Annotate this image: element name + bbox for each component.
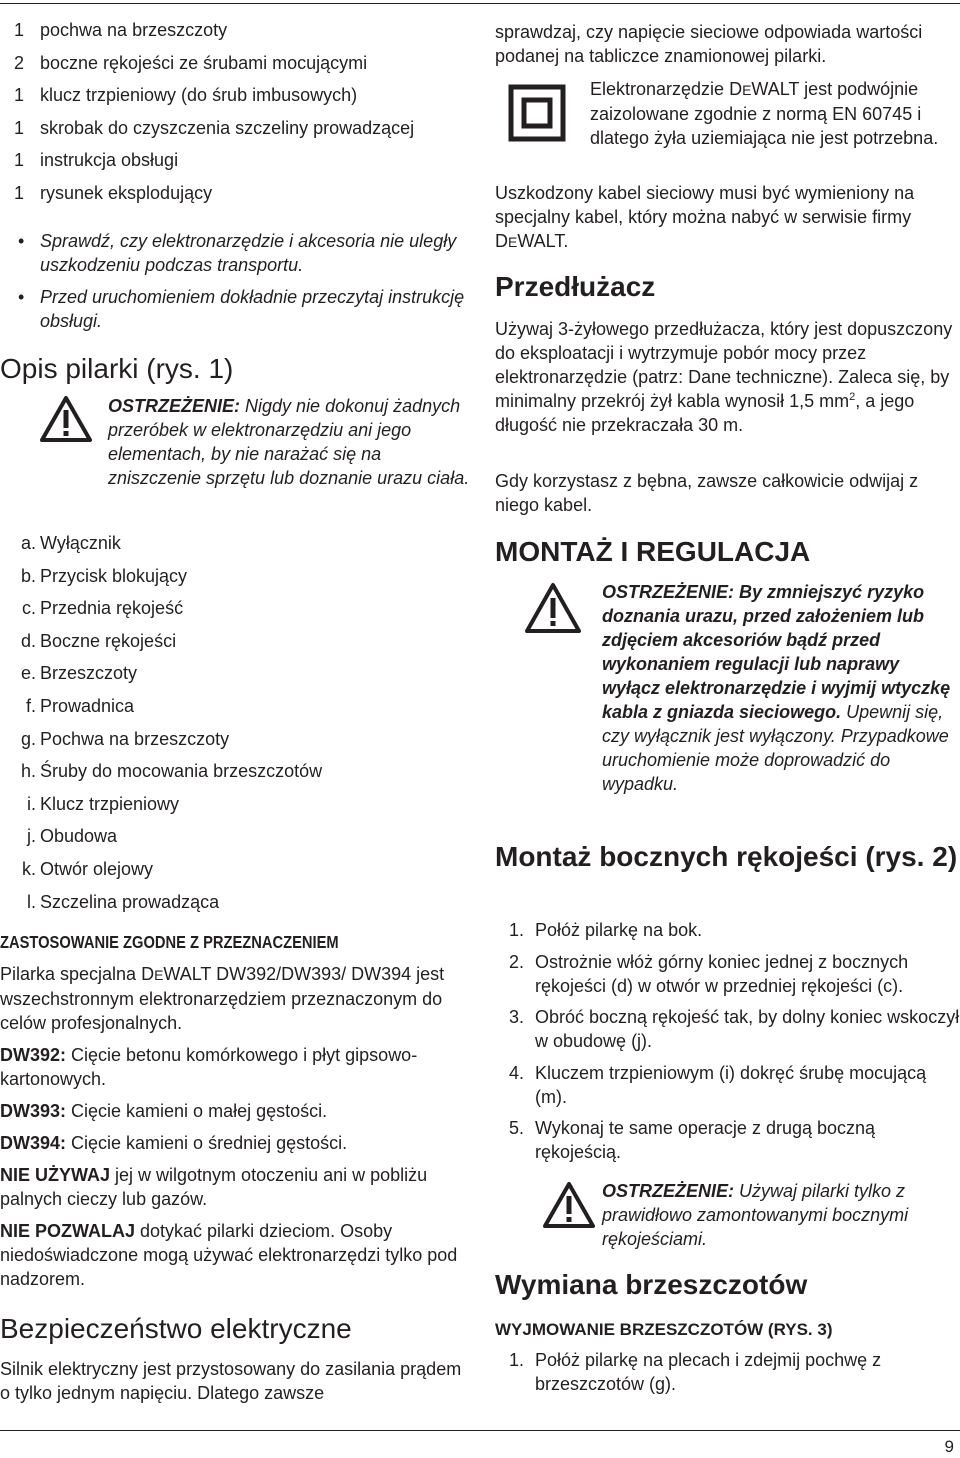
paragraph: Elektronarzędzie DEWALT jest podwójnie zaizolowane zgodnie z normą EN 60745 i dlatego żyła uziemiająca nie jest potrzebna. (590, 79, 939, 148)
paragraph: DW393: Cięcie kamieni o małej gęstości. (0, 1101, 328, 1121)
warning-triangle-icon (40, 395, 92, 443)
section-heading-montaz-rekojesci: Montaż bocznych rękojeści (rys. 2) (495, 841, 958, 872)
warning-text: OSTRZEŻENIE: By zmniejszyć ryzyko doznania urazu, przed założeniem lub zdjęciem akcesoriów bądź przed wykonaniem regulacji lub naprawy wyłącz elektronarzędzie i wyjmij wtyczkę kabla z gniazda sieciowego. Upewnij się, czy wyłącznik jest wyłączony. Przypadkowe uruchomienie może doprowadzić do wypadku. (602, 582, 951, 794)
section-heading-wymiana: Wymiana brzeszczotów (495, 1269, 808, 1300)
components-list (0, 531, 470, 922)
list-item: 1 skrobak do czyszczenia szczeliny prowadzącej (14, 117, 415, 138)
list-item: l. Szczelina prowadząca (27, 891, 220, 912)
paragraph: Pilarka specjalna DEWALT DW392/DW393/ DW394 jest wszechstronnym elektronarzędziem przeznaczonym do celów profesjonalnych. (0, 964, 445, 1033)
page-number: 9 (944, 1437, 954, 1456)
section-heading-bezpieczenstwo: Bezpieczeństwo elektryczne (0, 1313, 352, 1344)
bullet-item: • Sprawdź, czy elektronarzędzie i akcesoria nie uległy uszkodzeniu podczas transportu. (18, 231, 457, 275)
section-heading-montaz: MONTAŻ I REGULACJA (495, 536, 811, 567)
check-bullets (0, 229, 470, 341)
list-item: 2 boczne rękojeści ze śrubami mocującymi (14, 52, 368, 73)
paragraph: NIE POZWALAJ dotykać pilarki dzieciom. Osoby niedoświadczone mogą używać elektronarzędzi tylko pod nadzorem. (0, 1221, 458, 1289)
list-item: 1. Połóż pilarkę na plecach i zdejmij pochwę z brzeszczotów (g). (509, 1350, 882, 1394)
paragraph: Używaj 3-żyłowego przedłużacza, który jest dopuszczony do eksploatacji i wytrzymuje pobór mocy przez elektronarzędzie (patrz: Dane techniczne). Zaleca się, by minimalny przekrój żył kabla wynosił 1,5 $mm^2$, a jego długość nie przekraczała 30 m. (495, 319, 953, 435)
list-item: e. Brzeszczoty (20, 663, 138, 684)
list-item: f. Prowadnica (25, 695, 135, 716)
removal-steps (495, 1348, 960, 1404)
intended-use-text (0, 962, 470, 1299)
double-insulation-icon (508, 84, 566, 142)
paragraph: DW392: Cięcie betonu komórkowego i płyt gipsowo-kartonowych. (0, 1045, 418, 1089)
list-item: j. Obudowa (27, 826, 118, 847)
section-heading-przedluzacz: Przedłużacz (495, 271, 656, 302)
list-item: 1 instrukcja obsługi (14, 150, 179, 170)
list-item: 3. Obróć boczną rękojeść tak, by dolny koniec wskoczył w obudowę (j). (509, 1007, 960, 1051)
list-item: 2. Ostrożnie włóż górny koniec jednej z bocznych rękojeści (d) w otwór w przedniej rękojeści (c). (509, 951, 909, 996)
list-item: 4. Kluczem trzpieniowym (i) dokręć śrubę mocującą (m). (509, 1062, 927, 1107)
paragraph: Uszkodzony kabel sieciowy musi być wymieniony na specjalny kabel, który można nabyć w serwisie firmy DEWALT. (495, 183, 915, 251)
list-item: k. Otwór olejowy (21, 858, 154, 879)
warning-text: OSTRZEŻENIE: Używaj pilarki tylko z prawidłowo zamontowanymi bocznymi rękojeściami. (602, 1181, 909, 1249)
package-contents-list (0, 18, 470, 213)
paragraph: DW394: Cięcie kamieni o średniej gęstości. (0, 1133, 348, 1153)
paragraph: sprawdzaj, czy napięcie sieciowe odpowiada wartości podanej na tabliczce znamionowej pilarki. (495, 22, 923, 66)
paragraph: NIE UŻYWAJ jej w wilgotnym otoczeniu ani w pobliżu palnych cieczy lub gazów. (0, 1165, 428, 1209)
list-item: c. Przednia rękojeść (21, 598, 184, 619)
paragraph: Silnik elektryczny jest przystosowany do zasilania prądem o tylko jednym napięciu. Dlatego zawsze (0, 1359, 462, 1403)
list-item: b. Przycisk blokujący (20, 565, 188, 586)
list-item: a. Wyłącznik (20, 533, 121, 553)
list-item: i. Klucz trzpieniowy (27, 793, 180, 814)
warning-triangle-icon (525, 582, 581, 634)
list-item: 5. Wykonaj te same operacje z drugą boczną rękojeścią. (509, 1118, 876, 1162)
list-item: g. Pochwa na brzeszczoty (20, 728, 230, 749)
section-heading-zastosowanie: ZASTOSOWANIE ZGODNE Z PRZEZNACZENIEM (0, 932, 339, 952)
assembly-steps (495, 918, 960, 1172)
bullet-item: • Przed uruchomieniem dokładnie przeczytaj instrukcję obsługi. (18, 287, 465, 331)
warning-text: OSTRZEŻENIE: Nigdy nie dokonuj żadnych przeróbek w elektronarzędziu ani jego elementach, by nie narażać się na zniszczenie sprzętu lub doznanie urazu ciała. (108, 396, 470, 488)
list-item: 1 pochwa na brzeszczoty (14, 20, 228, 40)
warning-triangle-icon (543, 1181, 595, 1229)
subsection-heading-wyjmowanie: WYJMOWANIE BRZESZCZOTÓW (RYS. 3) (495, 1320, 833, 1339)
list-item: 1. Połóż pilarkę na bok. (509, 920, 703, 940)
bottom-rule (0, 1430, 960, 1431)
list-item: h. Śruby do mocowania brzeszczotów (20, 761, 323, 782)
list-item: 1 klucz trzpieniowy (do śrub imbusowych) (14, 85, 358, 105)
section-heading-opis: Opis pilarki (rys. 1) (0, 353, 234, 384)
top-rule (0, 3, 960, 4)
list-item: 1 rysunek eksplodujący (14, 182, 213, 203)
paragraph: Gdy korzystasz z bębna, zawsze całkowicie odwijaj z niego kabel. (495, 471, 919, 515)
list-item: d. Boczne rękojeści (20, 630, 177, 651)
